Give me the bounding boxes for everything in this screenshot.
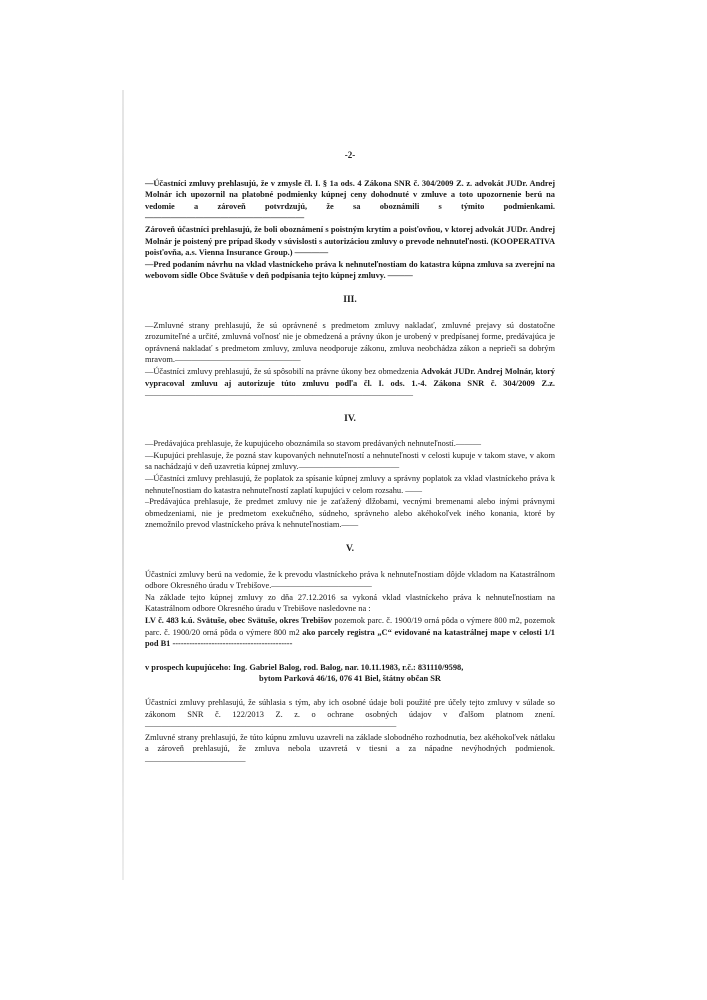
section-heading-iv: IV.	[344, 413, 356, 424]
spacer	[145, 650, 555, 662]
lv-text: LV č. 483 k.ú. Svätuše, obec Svätuše, okres Trebišov	[145, 616, 332, 625]
attorney-text: Advokát JUDr. Andrej Molnár, ktorý vypracoval zmluvu aj autorizuje túto zmluvu podľa čl. I. ods. 1.-4. Zákona SNR č. 304/2009 Z.z.	[145, 366, 555, 388]
para-seller-statement: —Predávajúca prehlasuje, že kupujúceho oboznámila so stavom predávaných nehnuteľností.———	[145, 439, 481, 449]
scan-edge-shadow	[122, 90, 124, 880]
para-attorney-notice: —Účastníci zmluvy prehlasujú, že v zmysle čl. I. § 1a ods. 4 Zákona SNR č. 304/2009 Z. z. advokát JUDr. Andrej Molnár ich upozornil na platobné podmienky kúpnej ceny dohodnuté v zmluve a toto upozornenie berú na vedomie a zároveň potvrdzujú, že sa oboznámili s týmito podmienkami.———————————————————	[145, 178, 555, 223]
para-capacity: —Zmluvné strany prehlasujú, že sú oprávnené s predmetom zmluvy nakladať, zmluvné prejavy sú dostatočne zrozumiteľné a určité, zmluvná voľnosť nie je obmedzená a právny úkon je urobený v predpísanej forme, predávajúca je oprávnená nakladať s predmetom zmluvy, zmluva neodporuje zákonu, zmluva neobchádza zákon a neprieči sa dobrým mravom.———————————————	[145, 320, 555, 365]
para-free-will: Zmluvné strany prehlasujú, že túto kúpnu zmluvu uzavreli na základe slobodného rozhodnutia, bez akéhokoľvek nátlaku a zároveň prehlasujú, že zmluva nebola uzavretá v tiesni a za nápadne nevýhodných podmienok.————————————	[145, 732, 555, 765]
dash-line: ————————————————————————————————	[145, 390, 413, 400]
para-publication: —Pred podaním návrhu na vklad vlastníckeho práva k nehnuteľnostiam do katastra kúpna zmluva sa zverejní na webovom sídle Obce Svätuše v deň podpísania tejto kúpnej zmluvy. ———	[145, 259, 555, 281]
para-parcels	[145, 615, 555, 650]
section-heading-iii: III.	[343, 294, 357, 305]
section-heading-v: V.	[345, 544, 354, 555]
para-fees: —Účastníci zmluvy prehlasujú, že poplatok za spísanie kúpnej zmluvy a správny poplatok za vklad vlastníckeho práva k nehnuteľnostiam do katastra nehnuteľností zaplatí kupujúci v celom rozsahu. ——	[145, 474, 555, 495]
para-registration: Na základe tejto kúpnej zmluvy zo dňa 27.12.2016 sa vykoná vklad vlastníckeho práva k nehnuteľnostiam na Katastrálnom odbore Okresného úradu v Trebišove nasledovne na :	[145, 592, 555, 614]
para-insurance: Zároveň účastníci prehlasujú, že boli oboznámení s poistným krytím a poisťovňou, v ktorej advokát JUDr. Andrej Molnár je poistený pre prípad škody v súvislosti s autorizáciou zmluvy o prevode nehnuteľnosti. (KOOPERATIVA poisťovňa, a.s. Vienna Insurance Group.) ————	[145, 224, 555, 258]
page-number: -2-	[344, 150, 356, 160]
buyer-line-2: bytom Parková 46/16, 076 41 Biel, štátny občan SR	[259, 674, 441, 684]
para-encumbrance: –Predávajúca prehlasuje, že predmet zmluvy nie je zaťažený dlžobami, vecnými bremenami alebo inými právnymi obmedzeniami, nie je predmetom exekučného, súdneho, správneho alebo akéhokoľvek iného konania, ktoré by znemožnilo prevod vlastníckeho práva k nehnuteľnostiam.——	[145, 497, 555, 530]
parcel-text: pozemok parc. č. 1900/19 orná pôda o výmere 800 m2, pozemok parc. č. 1900/20 orná pôda o výmere 800 m2	[145, 616, 556, 637]
para-buyer-statement: —Kupujúci prehlasuje, že pozná stav kupovaných nehnuteľností a nehnuteľnosti v celosti kupuje v takom stave, v akom sa nachádzajú v deň uzavretia kúpnej zmluvy.————————————	[145, 450, 555, 472]
para-ownership-transfer: Účastníci zmluvy berú na vedomie, že k prevodu vlastníckeho práva k nehnuteľnostiam dôjde vkladom na Katastrálnom odbore Okresného úradu v Trebišove.————————————	[145, 569, 555, 591]
text: —Účastníci zmluvy prehlasujú, že sú spôsobilí na právne úkony bez obmedzenia	[145, 366, 422, 376]
buyer-line-1: v prospech kupujúceho: Ing. Gabriel Balog, rod. Balog, nar. 10.11.1983, r.č.: 831110/9598,	[145, 662, 464, 672]
register-text: ako parcely registra „C“ evidované na katastrálnej mape v celosti 1/1 pod B1 -------------------------------------------	[145, 627, 555, 649]
spacer	[145, 685, 555, 697]
document-page	[145, 150, 555, 767]
para-legal-capacity	[145, 366, 555, 401]
para-personal-data: Účastníci zmluvy prehlasujú, že súhlasia s tým, aby ich osobné údaje boli použité pre účely tejto zmluvy v súlade so zákonom SNR č. 122/2013 Z. z. o ochrane osobných údajov v ďalšom platnom znení. ——————————————————————————————	[145, 697, 555, 731]
